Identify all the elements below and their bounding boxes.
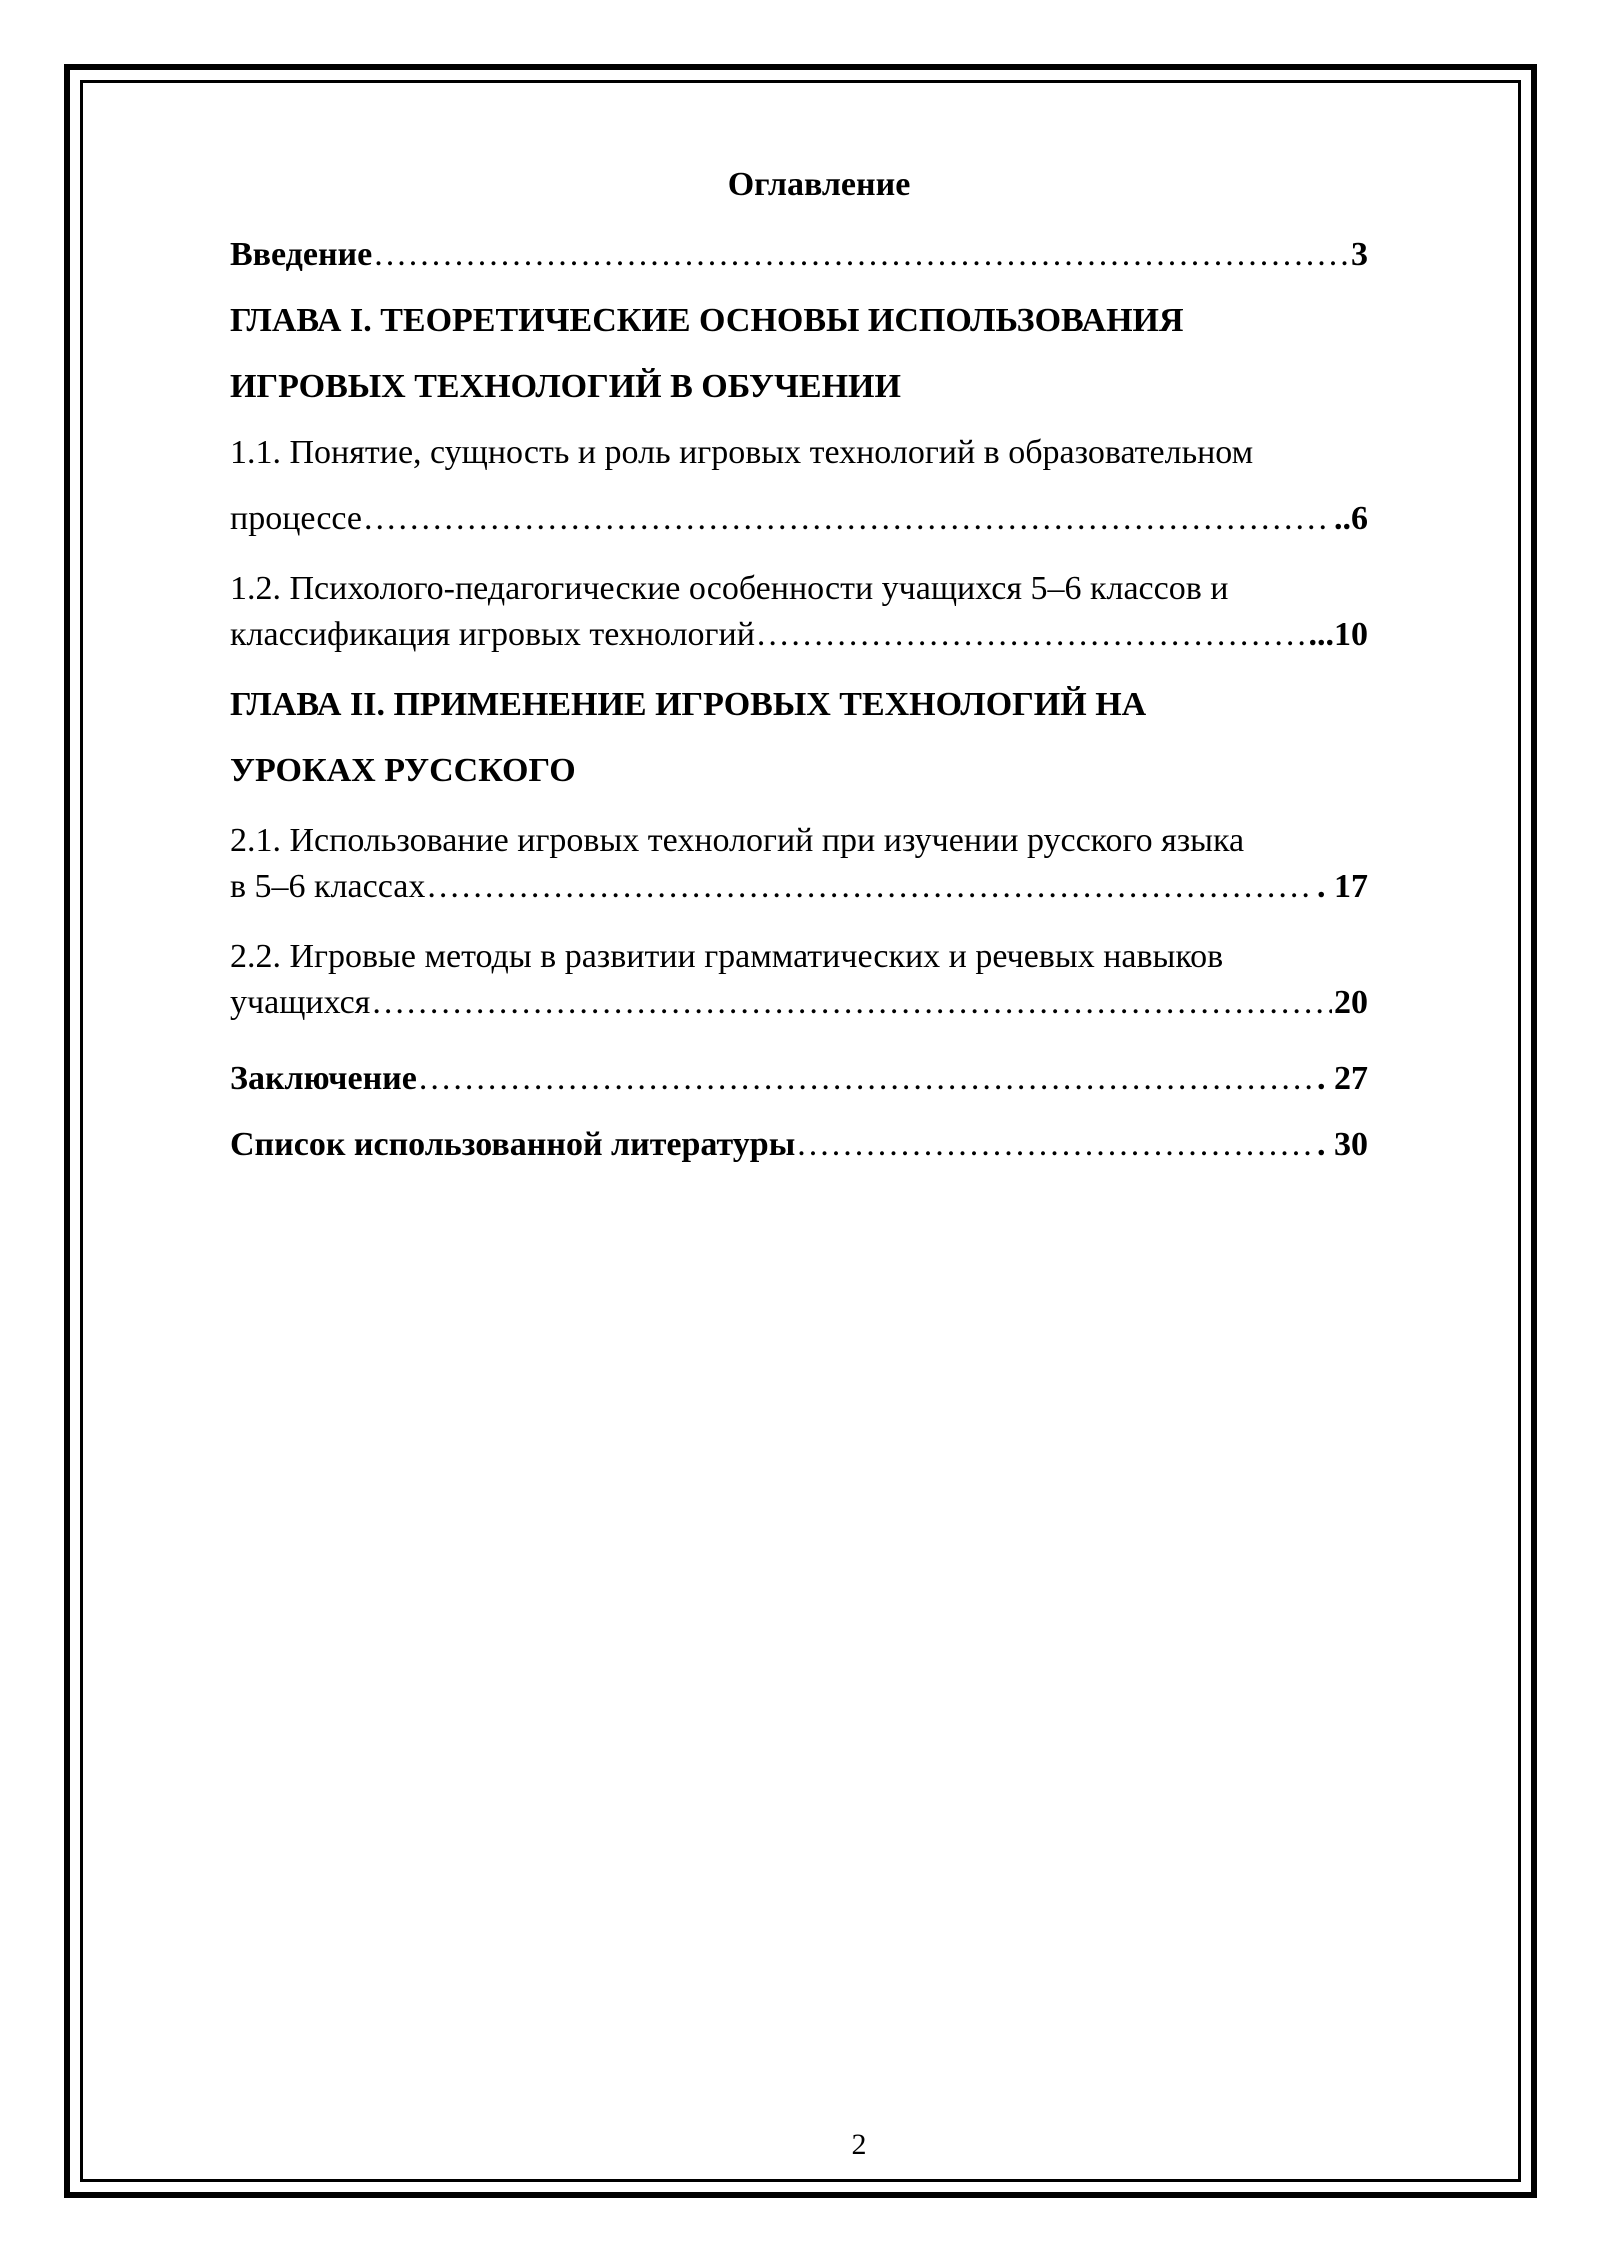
page-number: 2 [851, 2128, 867, 2161]
toc-chapter-1-line-2[interactable]: ИГРОВЫХ ТЕХНОЛОГИЙ В ОБУЧЕНИИ [230, 368, 901, 405]
toc-chapter-2-line-1[interactable]: ГЛАВА II. ПРИМЕНЕНИЕ ИГРОВЫХ ТЕХНОЛОГИЙ НА [230, 686, 1147, 723]
dot-leader [364, 486, 1332, 552]
toc-entry-section-1-2[interactable] [230, 612, 1368, 658]
toc-entry-label: Введение [230, 236, 373, 273]
toc-section-2-2-line-1[interactable]: 2.2. Игровые методы в развитии грамматических и речевых навыков [230, 938, 1224, 975]
toc-chapter-1-line-1[interactable]: ГЛАВА I. ТЕОРЕТИЧЕСКИЕ ОСНОВЫ ИСПОЛЬЗОВАНИЯ [230, 302, 1184, 339]
table-of-contents [230, 150, 1368, 1178]
toc-entry-page: ..6 [1334, 500, 1368, 537]
dot-leader [372, 980, 1332, 1026]
toc-entry-page: 20 [1334, 984, 1368, 1021]
toc-section-2-1-line-1[interactable]: 2.1. Использование игровых технологий при изучении русского языка [230, 822, 1245, 859]
toc-entry-label: классификация игровых технологий [230, 616, 755, 653]
toc-title: Оглавление [727, 166, 911, 203]
toc-chapter-2-line-2[interactable]: УРОКАХ РУССКОГО [230, 752, 576, 789]
toc-entry-label: в 5–6 классах [230, 868, 426, 905]
toc-entry-section-2-1[interactable] [230, 864, 1368, 910]
toc-entry-page: 3 [1351, 236, 1368, 273]
toc-entry-conclusion[interactable] [230, 1046, 1368, 1112]
toc-entry-page: . 27 [1317, 1060, 1368, 1097]
dot-leader [757, 612, 1307, 658]
toc-entry-references[interactable] [230, 1112, 1368, 1178]
toc-section-1-2-line-1[interactable]: 1.2. Психолого-педагогические особенности учащихся 5–6 классов и [230, 570, 1229, 607]
dot-leader [427, 864, 1315, 910]
toc-entry-page: . 17 [1317, 868, 1368, 905]
toc-entry-label: Заключение [230, 1060, 417, 1097]
toc-entry-label: учащихся [230, 984, 371, 1021]
toc-entry-intro[interactable] [230, 222, 1368, 288]
toc-entry-label: процессе [230, 500, 363, 537]
toc-section-1-1-line-1[interactable]: 1.1. Понятие, сущность и роль игровых технологий в образовательном [230, 434, 1254, 471]
toc-entry-page: ...10 [1308, 616, 1368, 653]
dot-leader [374, 222, 1349, 288]
dot-leader [797, 1112, 1315, 1178]
toc-entry-page: . 30 [1317, 1126, 1368, 1163]
toc-entry-label: Список использованной литературы [230, 1126, 796, 1163]
toc-entry-section-2-2[interactable] [230, 980, 1368, 1026]
dot-leader [419, 1046, 1315, 1112]
toc-entry-section-1-1[interactable] [230, 486, 1368, 552]
